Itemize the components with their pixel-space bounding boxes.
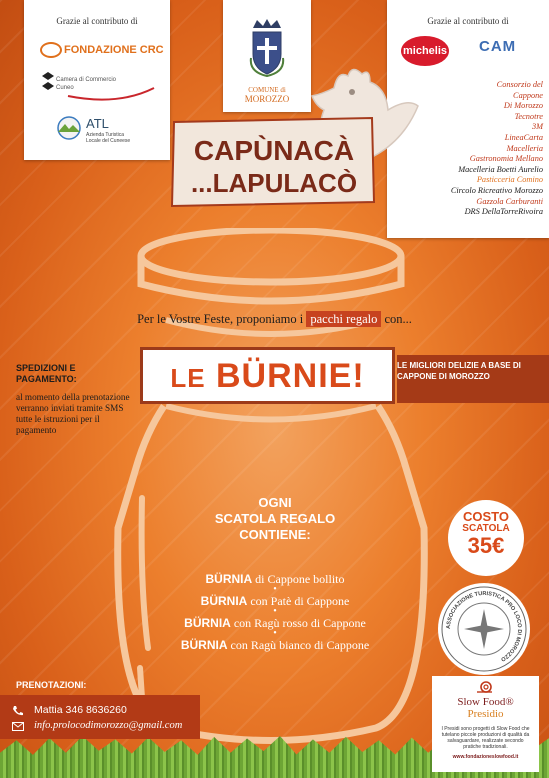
intro-highlight: pacchi regalo — [306, 311, 381, 327]
capun-a-ca-logo — [168, 116, 378, 208]
logo-line1: CAPÙNACÀ — [193, 135, 355, 166]
box-item-name: BÜRNIA — [205, 572, 253, 586]
spedizioni-title-line2: PAGAMENTO: — [16, 374, 77, 384]
cam-logo: CAM — [479, 38, 517, 55]
sponsor-list-item: Gazzola Carburanti — [476, 196, 543, 206]
box-line3: CONTIENE: — [239, 527, 311, 542]
slowfood-body: I Presidi sono progetti di Slow Food che tutelano piccole produzioni di qualità da salvaguardare, realizzate secondo pratiche tradizionali. — [441, 726, 530, 750]
snail-icon — [476, 680, 494, 694]
fondazione-crc-logo — [40, 42, 164, 58]
box-line2: SCATOLA REGALO — [214, 511, 336, 526]
box-item-name: BÜRNIA — [180, 638, 228, 652]
spedizioni-body: al momento della prenotazione verranno inviati tramite SMS tutte le istruzioni per il pagamento — [16, 392, 130, 435]
sponsor-list-item: Macelleria Boetti Aurelio — [458, 164, 543, 174]
box-item-desc: con Patè di Cappone — [250, 594, 350, 608]
burnie-title-box — [140, 347, 395, 404]
prenotazioni-email[interactable]: info.prolocodimorozzo@gmail.com — [34, 720, 183, 731]
slowfood-title: Slow Food® — [457, 696, 514, 708]
prenotazioni-phone[interactable]: Mattia 346 8636260 — [34, 704, 127, 716]
spedizioni-title — [16, 363, 77, 385]
sponsor-list-item: Tecnotre — [514, 111, 543, 121]
comune-line2: MOROZZO — [244, 94, 290, 104]
atl-label: ATL — [86, 116, 109, 131]
mail-icon — [12, 721, 24, 732]
atl-subtitle — [86, 132, 130, 144]
sponsor-list-item: LineaCarta — [504, 132, 543, 142]
intro-line — [0, 312, 549, 327]
sponsor-left-title: Grazie al contributo di — [56, 16, 138, 26]
camera-line1: Camera di Commercio — [56, 77, 117, 83]
prenotazioni-box — [0, 695, 200, 739]
logo-line2: ...LAPULACÒ — [190, 168, 358, 198]
slowfood-url[interactable]: www.fondazioneslowfood.it — [452, 754, 519, 760]
box-item-desc: di Cappone bollito — [255, 572, 345, 586]
price-badge — [448, 500, 524, 576]
intro-after: con... — [384, 312, 412, 326]
camera-line2: Cuneo — [56, 85, 74, 91]
sponsor-list-item: Gastronomia Mellano — [469, 154, 543, 164]
crc-mark-icon — [40, 42, 62, 58]
slowfood-card — [432, 676, 539, 772]
price-line1: COSTO — [463, 509, 509, 524]
spedizioni-title-line1: SPEDIZIONI E — [16, 363, 76, 373]
box-heading — [190, 495, 360, 543]
price-line2: SCATOLA — [462, 523, 510, 534]
phone-icon — [12, 705, 24, 716]
sponsor-list-item: DRS DellaTorreRivoira — [464, 207, 543, 217]
michelis-logo: michelis — [401, 36, 449, 66]
burnie-le: LE — [170, 363, 206, 393]
comune-label — [223, 86, 311, 104]
item-separator: • — [273, 606, 277, 617]
box-item-desc: con Ragù bianco di Cappone — [230, 638, 370, 652]
box-item-desc: con Ragù rosso di Cappone — [233, 616, 366, 630]
box-items — [140, 572, 410, 652]
coat-of-arms-icon — [249, 18, 285, 78]
box-item-name: BÜRNIA — [200, 594, 248, 608]
stamp-text: ASSOCIAZIONE TURISTICA PRO LOCO DI MOROZZO — [445, 590, 523, 663]
atl-sub-line2: Locale del Cuneese — [86, 138, 131, 144]
price-value: 35€ — [467, 533, 505, 558]
item-separator: • — [273, 628, 277, 639]
prenotazioni-title: PRENOTAZIONI: — [16, 680, 87, 690]
sponsor-card-left — [24, 0, 170, 160]
sponsor-list-item: Consorzio del — [496, 80, 543, 89]
atl-logo-icon — [56, 116, 82, 140]
box-item-name: BÜRNIA — [184, 616, 231, 630]
burnie-word: BÜRNIE! — [216, 357, 365, 395]
atl-sub-line1: Azienda Turistica — [86, 132, 125, 138]
item-separator: • — [273, 584, 277, 595]
crc-label: FONDAZIONE CRC — [64, 43, 164, 56]
sponsor-list-item: 3M — [531, 122, 543, 132]
pro-loco-stamp — [438, 583, 530, 675]
sponsor-list-item: Pasticceria Comino — [476, 175, 543, 185]
slowfood-subtitle: Presidio — [467, 708, 504, 720]
comune-line1: COMUNE di — [248, 86, 286, 94]
jar-illustration — [106, 228, 436, 748]
camera-commercio-text — [56, 76, 116, 92]
box-item — [140, 638, 410, 652]
sponsor-list-item: Circolo Ricreativo Morozzo — [450, 185, 543, 195]
sponsor-list-item: Di Morozzo — [503, 101, 543, 111]
burnie-tagline: LE MIGLIORI DELIZIE A BASE DI CAPPONE DI MOROZZO — [397, 361, 521, 381]
comune-card — [223, 0, 311, 112]
box-line1: OGNI — [258, 495, 292, 510]
burnie-title — [143, 357, 392, 396]
sponsor-right-title: Grazie al contributo di — [427, 16, 509, 26]
sponsor-list-item: Cappone — [513, 90, 543, 100]
sponsor-list-item: Macelleria — [506, 143, 543, 153]
intro-before: Per le Vostre Feste, proponiamo i — [137, 312, 304, 326]
